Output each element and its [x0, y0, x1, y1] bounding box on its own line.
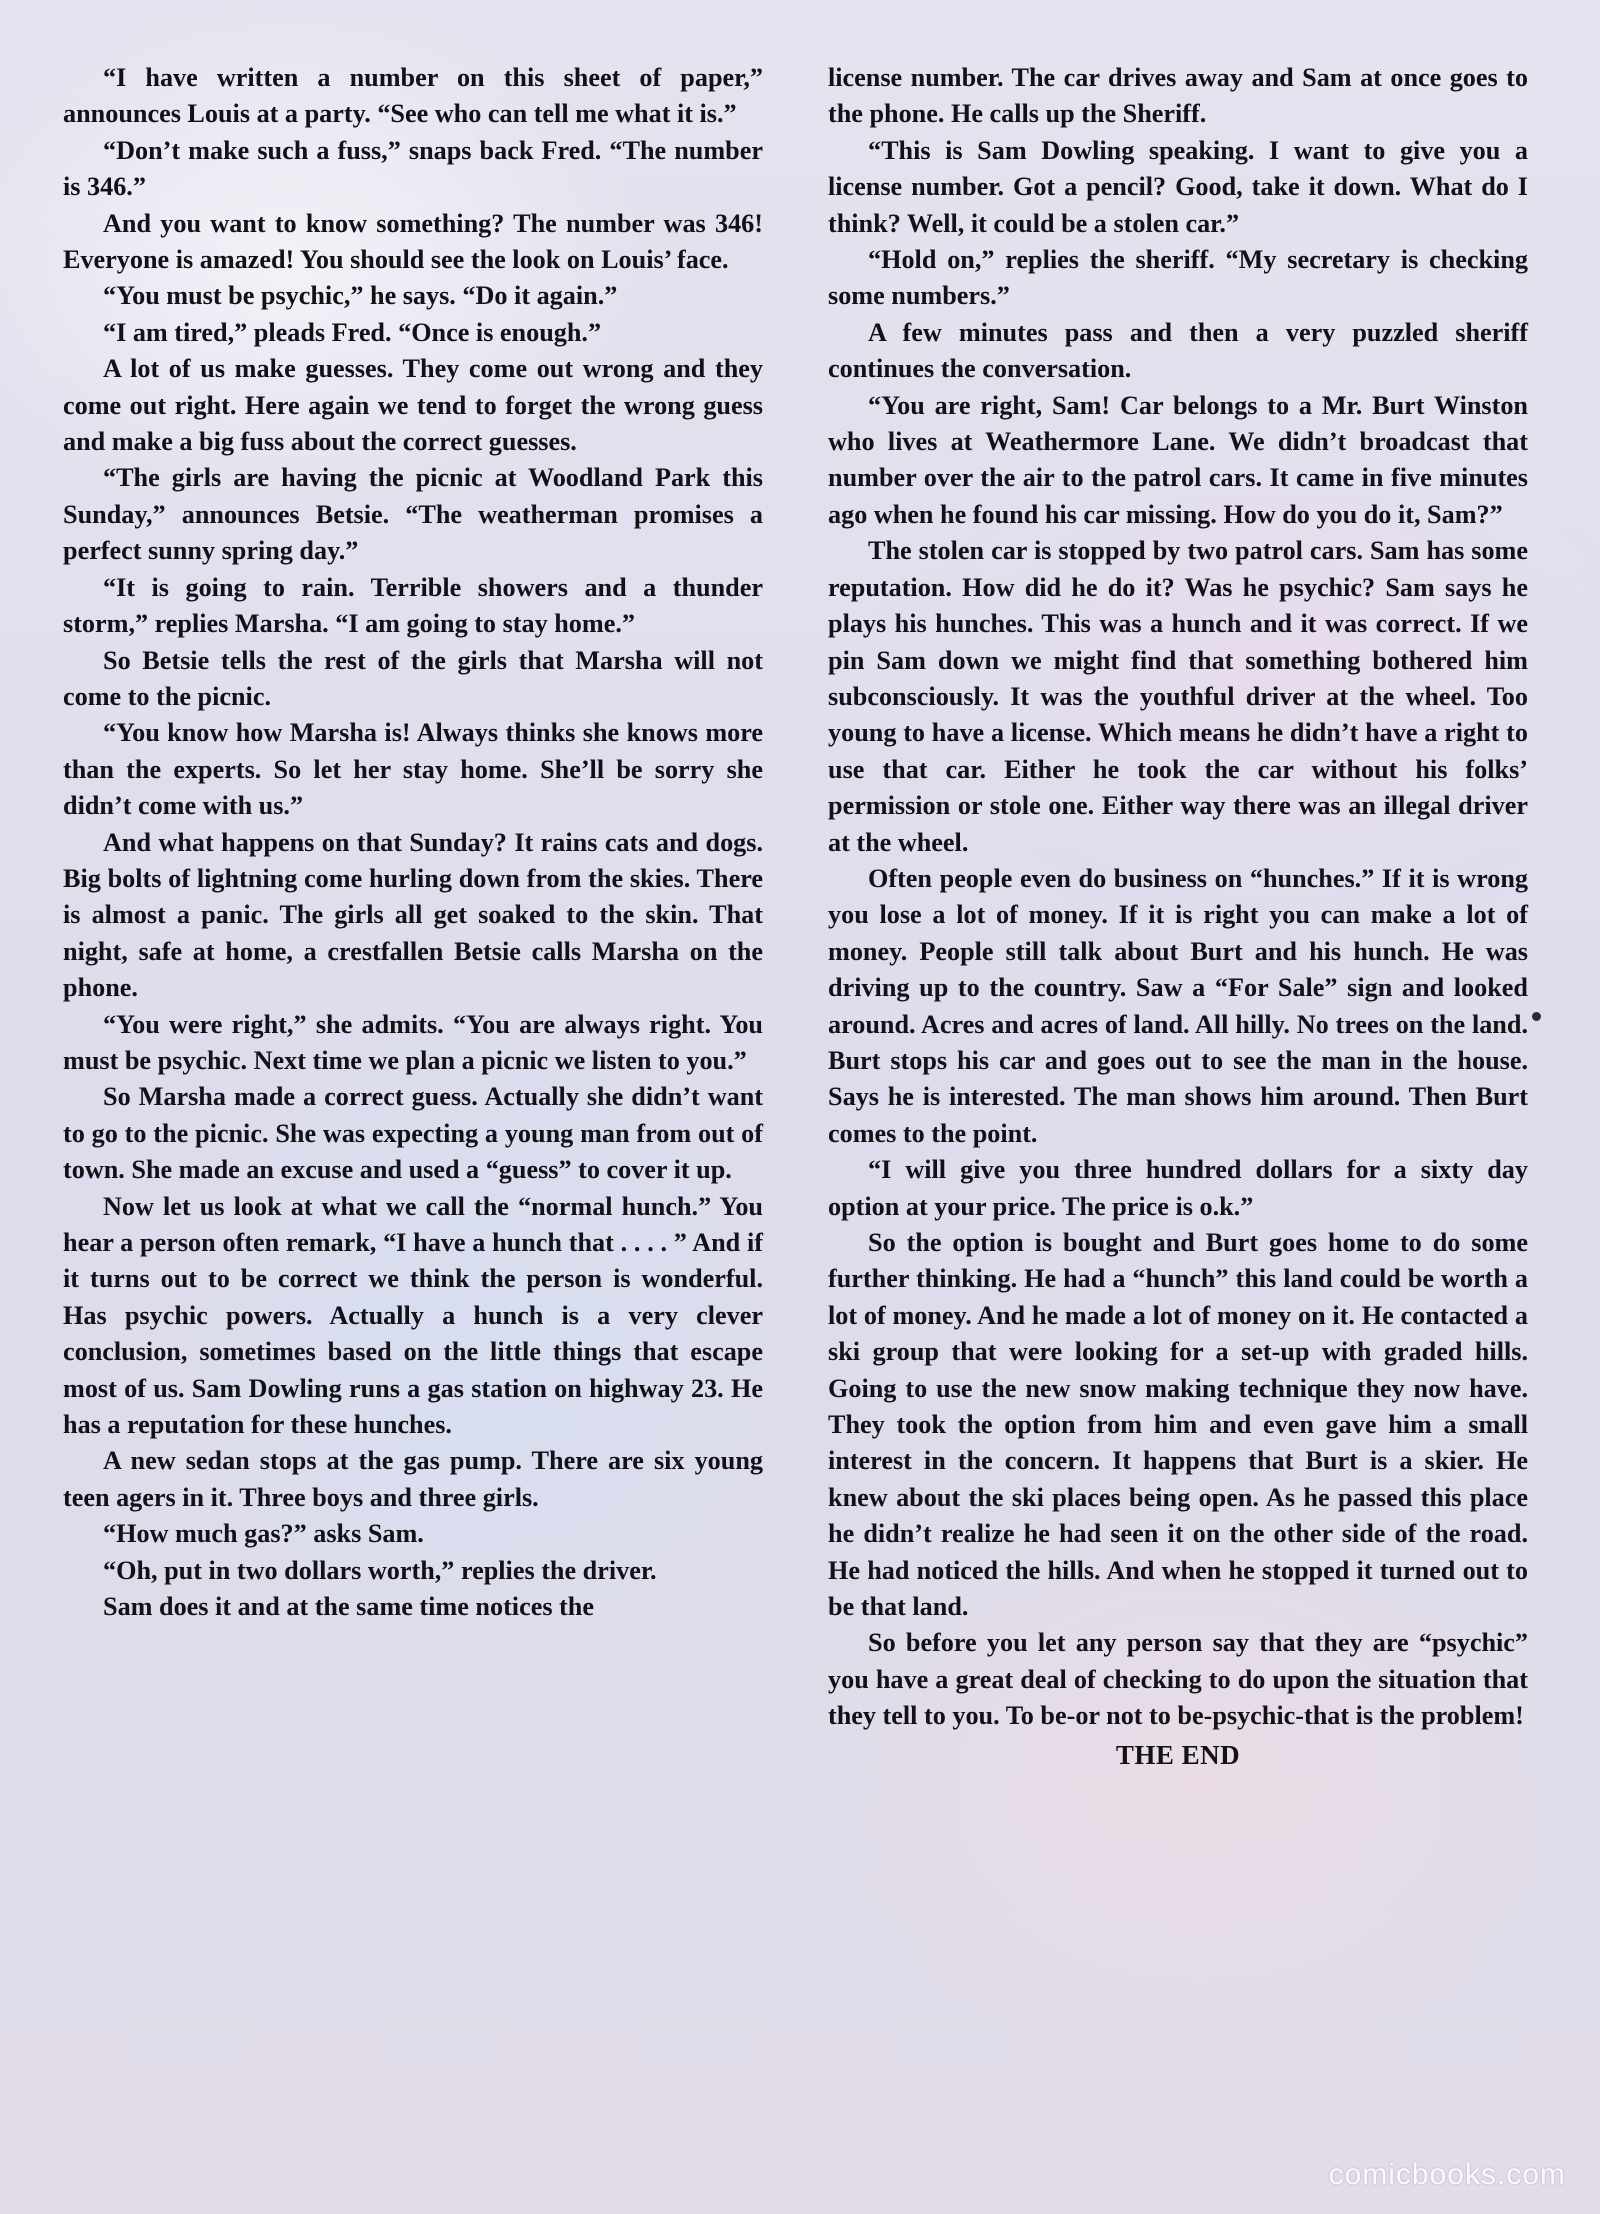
paragraph: “You know how Marsha is! Always thinks she knows more than the experts. So let her stay home. She’ll be sorry she didn’t come with us.” [63, 718, 763, 821]
paragraph: So Marsha made a correct guess. Actually she didn’t want to go to the picnic. She was expecting a young man from out of town. She made an excuse and used a “guess” to cover it up. [63, 1082, 763, 1185]
paragraph: “I am tired,” pleads Fred. “Once is enough.” [103, 317, 602, 347]
paragraph: “How much gas?” asks Sam. [103, 1519, 424, 1549]
paragraph: “Don’t make such a fuss,” snaps back Fred. “The number is 346.” [63, 135, 763, 202]
paragraph: Now let us look at what we call the “normal hunch.” You hear a person often remark, “I have a hunch that . . . . ” And if it turns out to be correct we think the person is wonderful. Has psychic powers. Actually a hunch is a very clever conclusion, sometimes based on the little things that escape most of us. Sam Dowling runs a gas station on highway 23. He has a reputation for these hunches. [63, 1191, 763, 1440]
paragraph: So Betsie tells the rest of the girls that Marsha will not come to the picnic. [63, 645, 763, 711]
paragraph: “Hold on,” replies the sheriff. “My secretary is checking some numbers.” [828, 245, 1528, 311]
the-end-label: THE END [1115, 1739, 1241, 1770]
right-text-column [828, 60, 1528, 1773]
paragraph: A few minutes pass and then a very puzzled sheriff continues the conversation. [828, 317, 1528, 384]
paragraph: “You must be psychic,” he says. “Do it again.” [103, 281, 618, 311]
paragraph: A new sedan stops at the gas pump. There are six young teen agers in it. Three boys and three girls. [63, 1446, 763, 1512]
ink-dot-mark [1532, 1012, 1541, 1021]
paragraph: The stolen car is stopped by two patrol cars. Sam has some reputation. How did he do it? Was he psychic? Sam says he plays his hunches. This was a hunch and it was correct. If we pin Sam down we might find that something bothered him subconsciously. It was the youthful driver at the wheel. Too young to have a license. Which means he didn’t have a right to use that car. Either he took the car without his folks’ permission or stole one. Either way there was an illegal driver at the wheel. [828, 536, 1528, 857]
paragraph: A lot of us make guesses. They come out wrong and they come out right. Here again we tend to forget the wrong guess and make a big fuss about the correct guesses. [63, 354, 763, 457]
paragraph: So the option is bought and Burt goes home to do some further thinking. He had a “hunch” this land could be worth a lot of money. And he made a lot of money on it. He contacted a ski group that were looking for a set-up with graded hills. Going to use the new snow making technique they now have. They took the option from him and even gave him a small interest in the concern. It happens that Burt is a skier. He knew about the ski places being open. As he passed this place he didn’t realize he had seen it on the other side of the road. He had noticed the hills. And when he stopped it turned out to be that land. [828, 1228, 1528, 1622]
paragraph: Sam does it and at the same time notices the [103, 1592, 594, 1622]
paragraph: license number. The car drives away and Sam at once goes to the phone. He calls up the Sheriff. [828, 63, 1528, 129]
paragraph: And you want to know something? The number was 346! Everyone is amazed! You should see the look on Louis’ face. [63, 208, 763, 275]
paragraph: “This is Sam Dowling speaking. I want to give you a license number. Got a pencil? Good, take it down. What do I think? Well, it could be a stolen car.” [828, 135, 1528, 238]
left-text-column [63, 60, 763, 1625]
watermark: comicbooks.com [1328, 2158, 1566, 2191]
paragraph: “The girls are having the picnic at Woodland Park this Sunday,” announces Betsie. “The weatherman promises a perfect sunny spring day.” [63, 463, 763, 566]
paragraph: And what happens on that Sunday? It rains cats and dogs. Big bolts of lightning come hurling down from the skies. There is almost a panic. The girls all get soaked to the skin. That night, safe at home, a crestfallen Betsie calls Marsha on the phone. [63, 827, 763, 1003]
paragraph: “I have written a number on this sheet of paper,” announces Louis at a party. “See who can tell me what it is.” [63, 63, 763, 129]
paragraph: “You were right,” she admits. “You are always right. You must be psychic. Next time we plan a picnic we listen to you.” [63, 1009, 763, 1075]
paragraph: So before you let any person say that they are “psychic” you have a great deal of checking to do upon the situation that they tell to you. To be-or not to be-psychic-that is the problem! [828, 1628, 1528, 1731]
paragraph: “Oh, put in two dollars worth,” replies the driver. [103, 1555, 657, 1585]
paragraph: “You are right, Sam! Car belongs to a Mr. Burt Winston who lives at Weathermore Lane. We didn’t broadcast that number over the air to the patrol cars. It came in five minutes ago when he found his car missing. How do you do it, Sam?” [828, 390, 1528, 529]
paragraph: “It is going to rain. Terrible showers and a thunder storm,” replies Marsha. “I am going to stay home.” [63, 572, 763, 639]
paragraph: “I will give you three hundred dollars for a sixty day option at your price. The price is o.k.” [828, 1155, 1528, 1221]
paragraph: Often people even do business on “hunches.” If it is wrong you lose a lot of money. If it is right you can make a lot of money. People still talk about Burt and his hunch. He was driving up to the country. Saw a “For Sale” sign and looked around. Acres and acres of land. All hilly. No trees on the land. Burt stops his car and goes out to see the man in the house. Says he is interested. The man shows him around. Then Burt comes to the point. [828, 863, 1528, 1148]
